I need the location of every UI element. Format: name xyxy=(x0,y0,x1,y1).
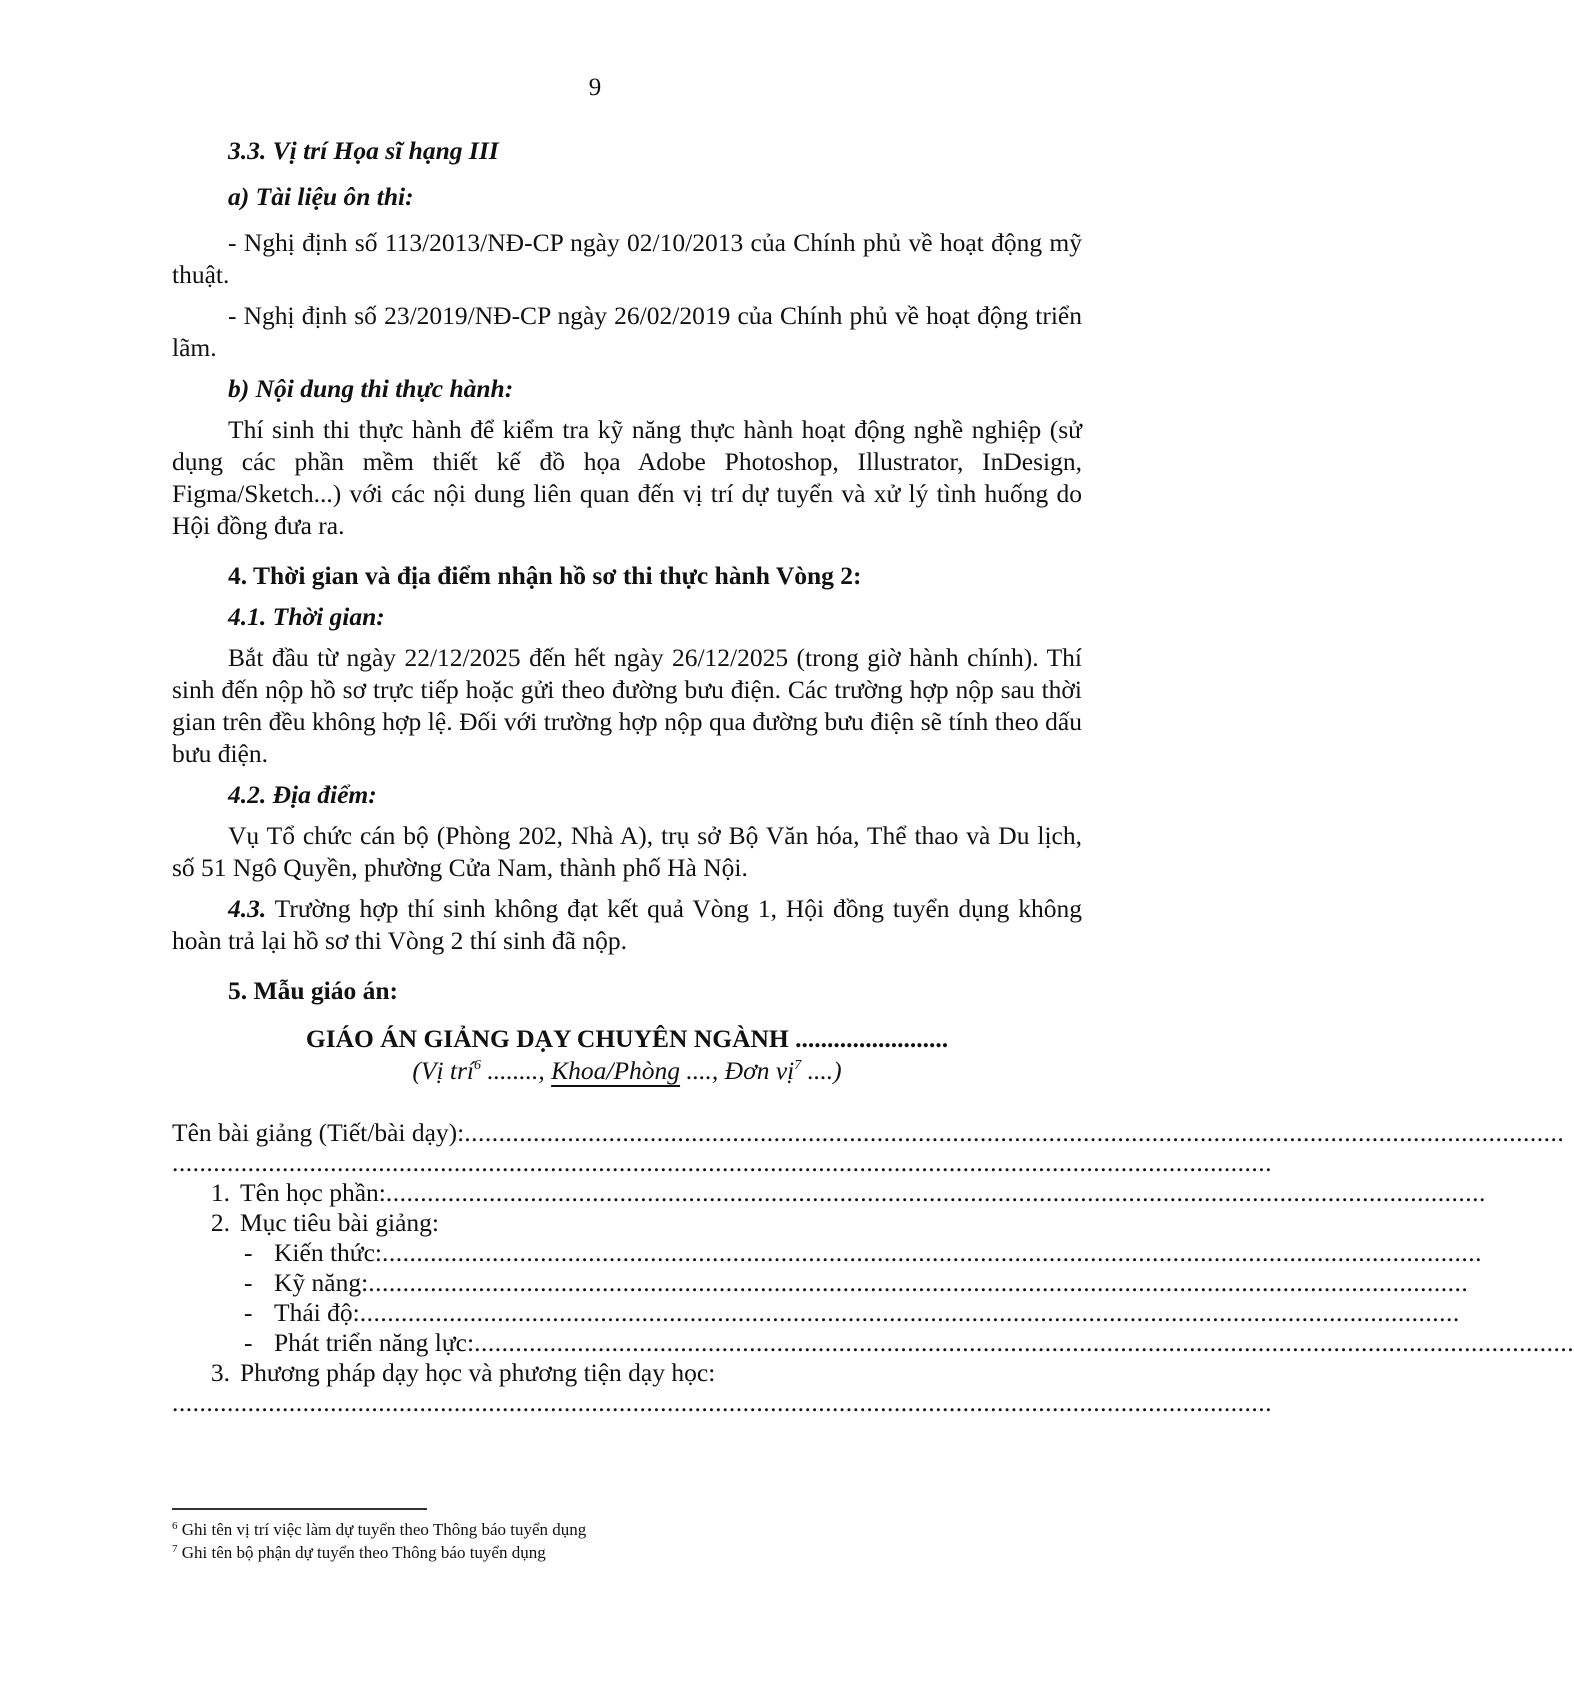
bullet-dash: - xyxy=(244,1298,253,1327)
subtitle-position: (Vị trí xyxy=(412,1056,474,1085)
fill-in-line[interactable]: ................................................................................................................................................................ xyxy=(474,1328,1574,1357)
subtitle-department: Khoa/Phòng xyxy=(551,1056,681,1085)
footnote-7 xyxy=(172,1541,586,1564)
form-row-knowledge xyxy=(172,1237,1483,1267)
form-label: Mục tiêu bài giảng: xyxy=(240,1208,439,1237)
fill-in-line[interactable]: ................................................................................................................................................................ xyxy=(368,1268,1469,1297)
reference-item: - Nghị định số 113/2013/NĐ-CP ngày 02/10/2013 của Chính phủ về hoạt động mỹ thuật. xyxy=(172,228,1082,289)
form-row-continuation xyxy=(172,1147,1272,1177)
form-row-methods xyxy=(172,1357,1052,1387)
form-row-methods-fill xyxy=(172,1387,1272,1417)
section-b-heading: b) Nội dung thi thực hành: xyxy=(228,374,514,403)
subtitle-close: ....) xyxy=(801,1056,842,1085)
footnote-ref-6[interactable]: 6 xyxy=(474,1058,481,1073)
lesson-plan-form xyxy=(172,1117,1574,1417)
list-number: 1. xyxy=(210,1178,230,1207)
bullet-dash: - xyxy=(244,1238,253,1267)
form-label: Phương pháp dạy học và phương tiện dạy học: xyxy=(240,1358,716,1387)
form-row-lesson-name xyxy=(172,1117,1565,1147)
lesson-plan-title: GIÁO ÁN GIẢNG DẠY CHUYÊN NGÀNH ........................ xyxy=(305,1024,949,1053)
lesson-plan-subtitle xyxy=(172,1055,1082,1087)
form-row-skills xyxy=(172,1267,1469,1297)
practice-paragraph: Thí sinh thi thực hành để kiểm tra kỹ năng thực hành hoạt động nghề nghiệp (sử dụng các phần mềm thiết kế đồ họa Adobe Photoshop, Illustrator, InDesign, Figma/Sketch...) với các nội dung liên quan đến vị trí dự tuyển và xử lý tình huống do Hội đồng đưa ra. xyxy=(172,415,1082,540)
bullet-dash: - xyxy=(244,1328,253,1357)
form-label: Tên học phần: xyxy=(240,1178,386,1207)
section-4-3-paragraph xyxy=(172,893,1082,957)
footnotes xyxy=(172,1518,586,1564)
section-4-1-paragraph: Bắt đầu từ ngày 22/12/2025 đến hết ngày 26/12/2025 (trong giờ hành chính). Thí sinh đến nộp hồ sơ trực tiếp hoặc gửi theo đường bưu điện. Các trường hợp nộp sau thời gian trên đều không hợp lệ. Đối với trường hợp nộp qua đường bưu điện sẽ tính theo dấu bưu điện. xyxy=(172,643,1082,768)
form-label: Phát triển năng lực: xyxy=(274,1328,475,1357)
form-row-objectives xyxy=(172,1207,1052,1237)
section-a-heading: a) Tài liệu ôn thi: xyxy=(228,182,414,211)
footnote-ref-7[interactable]: 7 xyxy=(794,1058,802,1073)
section-4-1-heading: 4.1. Thời gian: xyxy=(228,602,385,631)
footnote-separator xyxy=(172,1508,427,1510)
footnote-text: Ghi tên vị trí việc làm dự tuyển theo Thông báo tuyển dụng xyxy=(177,1520,587,1539)
section-4-2-paragraph: Vụ Tổ chức cán bộ (Phòng 202, Nhà A), trụ sở Bộ Văn hóa, Thể thao và Du lịch, số 51 Ngô Quyền, phường Cửa Nam, thành phố Hà Nội. xyxy=(172,821,1082,882)
section-4-3-label: 4.3. xyxy=(228,894,267,923)
fill-in-line[interactable]: ................................................................................................................................................................ xyxy=(172,1148,1272,1177)
section-4-heading: 4. Thời gian và địa điểm nhận hồ sơ thi thực hành Vòng 2: xyxy=(228,561,862,590)
section-5-heading: 5. Mẫu giáo án: xyxy=(228,976,399,1005)
fill-in-line[interactable]: ................................................................................................................................................................ xyxy=(464,1118,1565,1147)
form-row-course-name xyxy=(172,1177,1486,1207)
reference-item: - Nghị định số 23/2019/NĐ-CP ngày 26/02/2019 của Chính phủ về hoạt động triển lãm. xyxy=(172,301,1082,362)
form-label: Kiến thức: xyxy=(274,1238,383,1267)
form-label: Kỹ năng: xyxy=(274,1268,369,1297)
footnote-mark: 6 xyxy=(172,1520,178,1532)
fill-in-line[interactable]: ................................................................................................................................................................ xyxy=(382,1238,1483,1267)
fill-in-line[interactable]: ................................................................................................................................................................ xyxy=(359,1298,1460,1327)
form-row-attitude xyxy=(172,1297,1460,1327)
subtitle-unit: ...., Đơn vị xyxy=(680,1056,795,1085)
section-3-3-heading: 3.3. Vị trí Họa sĩ hạng III xyxy=(228,136,499,165)
document-body xyxy=(172,135,1574,1417)
page-number: 9 xyxy=(588,74,602,101)
footnote-6 xyxy=(172,1518,586,1541)
subtitle-dots: ........, xyxy=(481,1056,552,1085)
section-4-3-text: Trường hợp thí sinh không đạt kết quả Vòng 1, Hội đồng tuyển dụng không hoàn trả lại hồ sơ thi Vòng 2 thí sinh đã nộp. xyxy=(172,894,1082,955)
footnote-mark: 7 xyxy=(172,1543,178,1555)
list-number: 3. xyxy=(210,1358,230,1387)
form-label: Tên bài giảng (Tiết/bài dạy): xyxy=(172,1118,465,1147)
fill-in-line[interactable]: ................................................................................................................................................................ xyxy=(172,1388,1272,1417)
bullet-dash: - xyxy=(244,1268,253,1297)
footnote-text: Ghi tên bộ phận dự tuyển theo Thông báo tuyển dụng xyxy=(177,1543,546,1562)
form-row-competency xyxy=(172,1327,1574,1357)
fill-in-line[interactable]: ................................................................................................................................................................ xyxy=(385,1178,1486,1207)
section-4-2-heading: 4.2. Địa điểm: xyxy=(228,780,377,809)
form-label: Thái độ: xyxy=(274,1298,360,1327)
list-number: 2. xyxy=(210,1208,230,1237)
